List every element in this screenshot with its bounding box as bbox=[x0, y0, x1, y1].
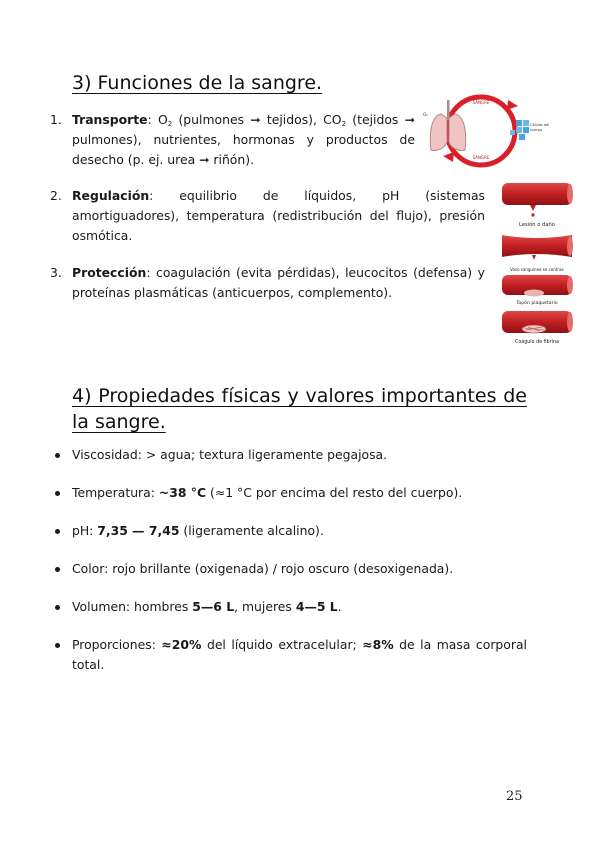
item-text: (pulmones ➞ tejidos), CO bbox=[172, 112, 342, 127]
item-label: Protección bbox=[72, 265, 147, 280]
function-item-regulacion bbox=[50, 186, 485, 246]
section-title-funciones: 3) Funciones de la sangre. bbox=[72, 72, 323, 94]
bullet-value: ≈20% bbox=[161, 637, 202, 652]
item-label: Regulación bbox=[72, 188, 150, 203]
stage-lesion bbox=[502, 183, 573, 228]
bullet-text: Volumen: hombres bbox=[72, 599, 193, 614]
bullet-text: (≈1 °C por encima del resto del cuerpo). bbox=[206, 485, 463, 500]
diagram-label: Células del bbox=[530, 123, 550, 127]
bullet-text: de la masa corporal total. bbox=[72, 637, 528, 672]
bullet-text: , mujeres bbox=[234, 599, 296, 614]
item-body bbox=[72, 110, 415, 170]
stage-platelet-plug bbox=[502, 275, 573, 306]
coagulation-diagram bbox=[500, 181, 575, 348]
bullet-value: 4—5 L bbox=[295, 599, 338, 614]
circulation-diagram bbox=[423, 86, 550, 176]
stage-caption: Coágulo de fibrina bbox=[515, 340, 559, 345]
bullet-value: 7,35 — 7,45 bbox=[97, 523, 180, 538]
function-item-transporte bbox=[50, 110, 415, 170]
arrow-icon bbox=[443, 152, 454, 162]
diagram-label: SANGRE bbox=[472, 100, 490, 105]
item-number: 2. bbox=[50, 188, 62, 203]
bullet-value: ~38 °C bbox=[158, 485, 207, 500]
stage-vasoconstriction bbox=[502, 235, 573, 272]
stage-caption: Tapón plaquetario bbox=[516, 301, 558, 306]
function-item-proteccion bbox=[50, 263, 485, 303]
bullet-text: Viscosidad: > agua; textura ligeramente pegajosa. bbox=[72, 447, 388, 462]
list-item-volumen bbox=[72, 597, 527, 617]
item-text: : equilibrio de líquidos, pH (sistemas amortiguadores), temperatura (redistribución del flujo), presión osmótica. bbox=[72, 188, 485, 243]
list-item-ph bbox=[72, 521, 527, 541]
list-item-proporciones bbox=[72, 635, 527, 675]
bullet-text: . bbox=[337, 599, 342, 614]
subscript: 2 bbox=[341, 120, 347, 128]
item-label: Transporte bbox=[72, 112, 148, 127]
stage-caption: Lesión o daño bbox=[518, 222, 556, 228]
section-title-propiedades: 4) Propiedades físicas y valores importantes de la sangre. bbox=[72, 385, 527, 433]
diagram-label: SANGRE bbox=[472, 155, 490, 160]
item-body bbox=[72, 263, 485, 303]
list-item-viscosidad bbox=[72, 445, 527, 465]
properties-list bbox=[72, 445, 527, 675]
list-item-color bbox=[72, 559, 527, 579]
bullet-text: del líquido extracelular; bbox=[201, 637, 363, 652]
bullet-text: pH: bbox=[72, 523, 98, 538]
bullet-value: ≈8% bbox=[362, 637, 394, 652]
stage-caption: Vaso sanguíneo se contrae bbox=[510, 267, 564, 272]
item-number: 1. bbox=[50, 112, 62, 127]
bullet-text: Proporciones: bbox=[72, 637, 162, 652]
bullet-text: Color: rojo brillante (oxigenada) / rojo oscuro (desoxigenada). bbox=[72, 561, 454, 576]
list-item-temperatura bbox=[72, 483, 527, 503]
item-text: (tejidos ➞ pulmones), nutrientes, hormonas y productos de desecho (p. ej. urea ➞ riñón). bbox=[72, 112, 415, 167]
item-text: : coagulación (evita pérdidas), leucocitos (defensa) y proteínas plasmáticas (anticuerpos, complemento). bbox=[72, 265, 485, 300]
page-number: 25 bbox=[506, 789, 523, 804]
item-number: 3. bbox=[50, 265, 62, 280]
stage-fibrin-clot bbox=[502, 311, 573, 345]
bullet-text: (ligeramente alcalino). bbox=[179, 523, 324, 538]
item-body bbox=[72, 186, 485, 246]
subscript: 2 bbox=[167, 120, 173, 128]
item-text: : O bbox=[147, 112, 168, 127]
bullet-text: Temperatura: bbox=[72, 485, 159, 500]
diagram-label: cuerpo bbox=[530, 128, 543, 132]
arrow-icon bbox=[507, 100, 518, 110]
bullet-value: 5—6 L bbox=[192, 599, 235, 614]
diagram-label: O₂ bbox=[423, 112, 428, 117]
